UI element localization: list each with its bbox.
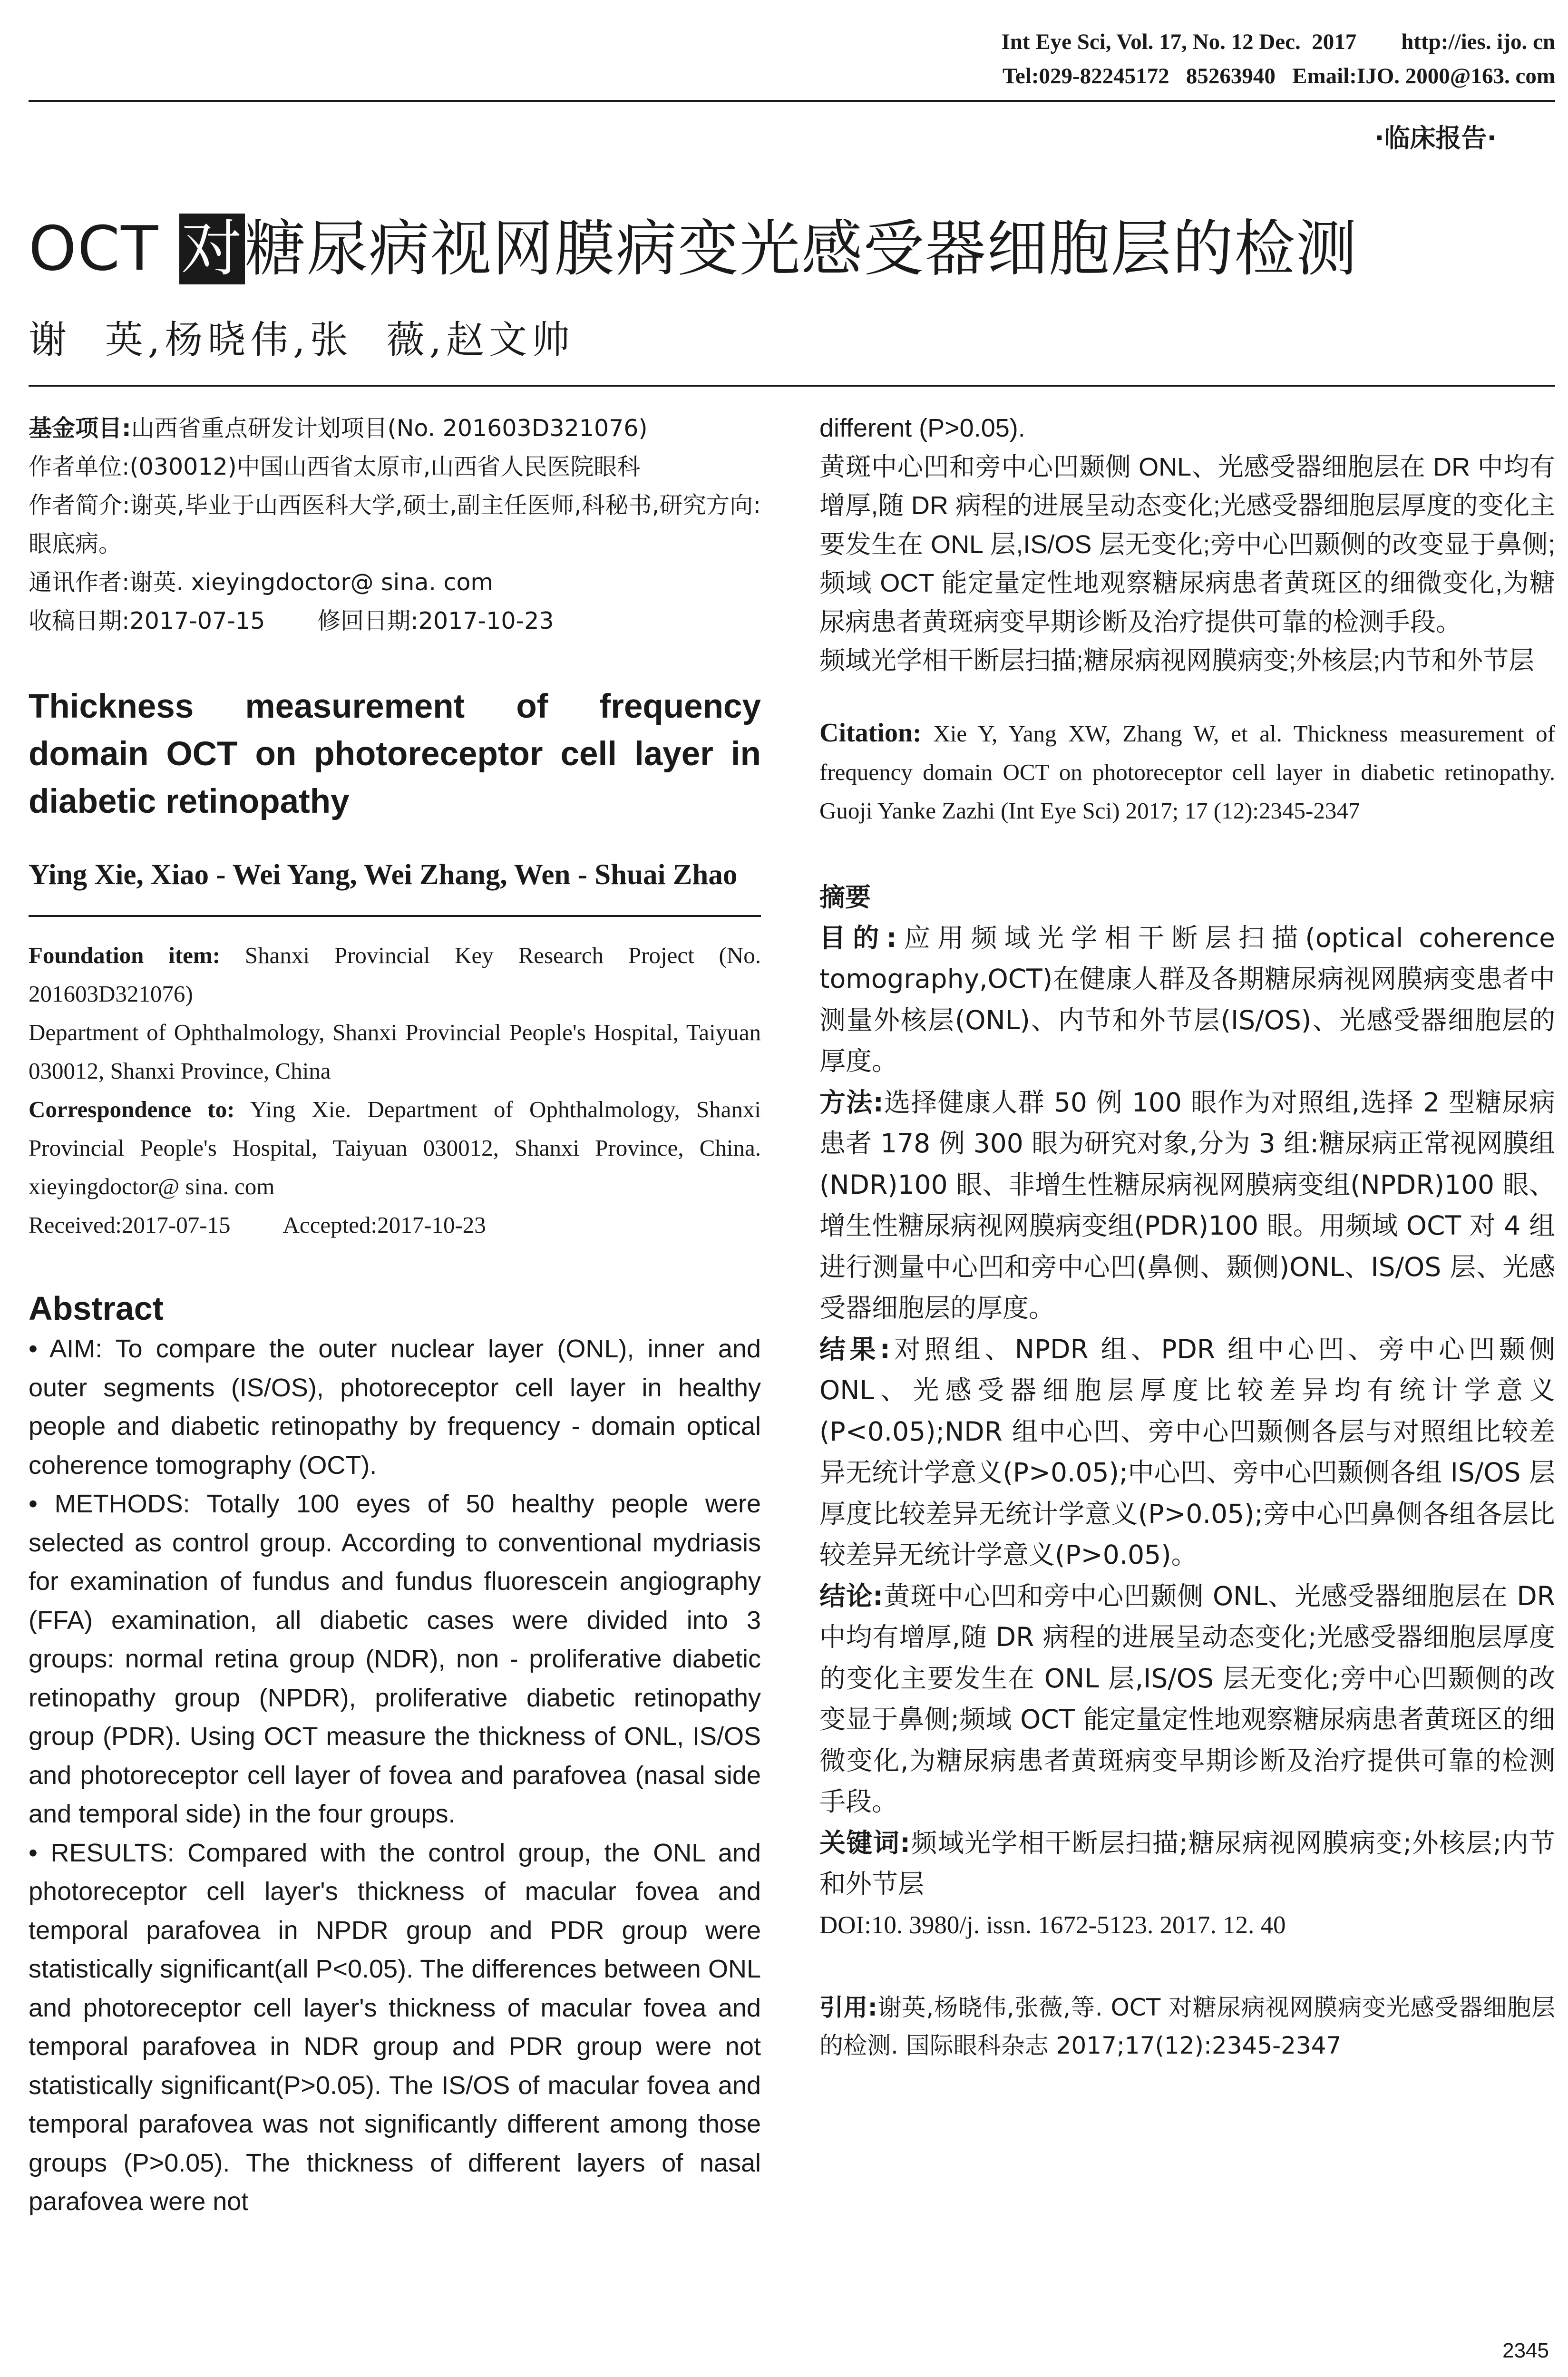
- fund-label: 基金项目:: [29, 415, 131, 442]
- rev-label: 修回日期:: [317, 607, 419, 634]
- accepted: Accepted:2017-10-23: [282, 1212, 486, 1238]
- dates-info: [29, 602, 761, 640]
- title-highlight: 对: [179, 214, 245, 284]
- journal-header: [847, 25, 1555, 93]
- cn-results: [819, 1329, 1555, 1576]
- doi: DOI:10. 3980/j. issn. 1672-5123. 2017. 12. 40: [819, 1911, 1286, 1939]
- header-rule: [29, 100, 1555, 102]
- correspondence-label: Correspondence to:: [29, 1096, 235, 1122]
- cn-keywords-text: 频域光学相干断层扫描;糖尿病视网膜病变;外核层;内节和外节层: [819, 1827, 1555, 1899]
- correspondence-text: Ying Xie. Department of Ophthalmology, Shanxi Provincial People's Hospital, Taiyuan 030012, Shanxi Province, China. xieyingdoctor@ sina. com: [29, 1096, 761, 1199]
- bio-text: 谢英,毕业于山西医科大学,硕士,副主任医师,科秘书,研究方向:眼底病。: [29, 492, 761, 557]
- cn-aim-text: 应用频域光学相干断层扫描(optical coherence tomography,OCT)在健康人群及各期糖尿病视网膜病变患者中测量外核层(ONL)、内节和外节层(IS/OS)、光感受器细胞层的厚度。: [819, 922, 1555, 1076]
- abstract-aim: • AIM: To compare the outer nuclear layer (ONL), inner and outer segments (IS/OS), photoreceptor cell layer in healthy people and diabetic retinopathy by frequency - domain optical coherence tomography (OCT).: [29, 1335, 761, 1480]
- abstract-results: • RESULTS: Compared with the control group, the ONL and photoreceptor cell layer's thickness of macular fovea and temporal parafovea in NPDR group and PDR group were statistically significant(all P<0.05). The differences between ONL and photoreceptor cell layer's thickness of macular fovea and temporal parafovea in NDR group and PDR group were not statistically significant(P>0.05). The IS/OS of macular fovea and temporal parafovea was not significantly different among those groups (P>0.05). The thickness of different layers of nasal parafovea were not: [29, 1838, 761, 2216]
- unit-text: (030012)中国山西省太原市,山西省人民医院眼科: [129, 453, 641, 480]
- cn-results-text: 对照组、NPDR 组、PDR 组中心凹、旁中心凹颞侧 ONL、光感受器细胞层厚度比较差异均有统计学意义(P<0.05);NDR 组中心凹、旁中心凹颞侧各层与对照组比较差异无统计学意义(P>0.05);中心凹、旁中心凹颞侧各组 IS/OS 层厚度比较差异无统计学意义(P>0.05);旁中心凹鼻侧各组各层比较差异无统计学意义(P>0.05)。: [819, 1334, 1555, 1570]
- abstract-results-cont: different (P>0.05).: [819, 414, 1025, 442]
- left-column: [29, 409, 761, 2221]
- cn-methods: [819, 1082, 1555, 1329]
- corr-label: 通讯作者:: [29, 569, 130, 596]
- rev-date: 2017-10-23: [418, 607, 554, 634]
- cn-keywords-label: 关键词:: [819, 1827, 911, 1858]
- english-authors: Ying Xie, Xiao - Wei Yang, Wei Zhang, Wen - Shuai Zhao: [29, 859, 738, 891]
- unit-info: [29, 448, 761, 486]
- fund-info: [29, 409, 761, 448]
- cn-conclusion-label: 结论:: [819, 1580, 884, 1611]
- journal-header-line-1: Int Eye Sci, Vol. 17, No. 12 Dec. 2017 http://ies. ijo. cn: [1001, 29, 1555, 54]
- received: Received:2017-07-15: [29, 1212, 231, 1238]
- cn-citation: [819, 1988, 1555, 2065]
- foundation-text: Shanxi Provincial Key Research Project (No. 201603D321076): [29, 942, 761, 1007]
- correspondence: [29, 1090, 761, 1206]
- bio-info: [29, 486, 761, 563]
- citation-label: Citation:: [819, 718, 922, 748]
- bio-label: 作者简介:: [29, 492, 130, 519]
- recv-date: 2017-07-15: [129, 607, 265, 634]
- fund-text: 山西省重点研发计划项目(No. 201603D321076): [131, 415, 648, 442]
- right-column: [819, 409, 1555, 2065]
- foundation-label: Foundation item:: [29, 942, 221, 968]
- title-part-2: 糖尿病视网膜病变光感受器细胞层的检测: [245, 214, 1358, 284]
- cn-aim: [819, 917, 1555, 1082]
- received-accepted: [29, 1206, 761, 1244]
- cn-methods-text: 选择健康人群 50 例 100 眼作为对照组,选择 2 型糖尿病患者 178 例 300 眼为研究对象,分为 3 组:糖尿病正常视网膜组(NDR)100 眼、非增生性糖尿病视网膜病变组(NPDR)100 眼、增生性糖尿病视网膜病变组(PDR)100 眼。用频域 OCT 对 4 组进行测量中心凹和旁中心凹(鼻侧、颞侧)ONL、IS/OS 层、光感受器细胞层的厚度。: [819, 1087, 1555, 1323]
- journal-header-line-2: Tel:029-82245172 85263940 Email:IJO. 2000@163. com: [1002, 64, 1555, 88]
- department: Department of Ophthalmology, Shanxi Provincial People's Hospital, Taiyuan 030012, Shanxi Province, China: [29, 1019, 761, 1084]
- cn-conclusion-text: 黄斑中心凹和旁中心凹颞侧 ONL、光感受器细胞层在 DR 中均有增厚,随 DR 病程的进展呈动态变化;光感受器细胞层厚度的变化主要发生在 ONL 层,IS/OS 层无变化;旁中心凹颞侧的改变显于鼻侧;频域 OCT 能定量定性地观察糖尿病患者黄斑区的细微变化,为糖尿病患者黄斑病变早期诊断及治疗提供可靠的检测手段。: [819, 1580, 1555, 1817]
- cn-methods-label: 方法:: [819, 1087, 884, 1118]
- corr-text: 谢英. xieyingdoctor@ sina. com: [129, 569, 494, 596]
- foundation-item: [29, 936, 761, 1013]
- page-number: 2345: [1502, 2339, 1549, 2362]
- citation: [819, 714, 1555, 830]
- cn-abstract-heading: 摘要: [819, 882, 871, 912]
- section-label: ·临床报告·: [1374, 123, 1497, 153]
- title-rule: [29, 385, 1555, 387]
- corr-info: [29, 563, 761, 602]
- abstract-heading: Abstract: [29, 1290, 164, 1327]
- cn-keywords: [819, 1822, 1555, 1905]
- author-rule: [29, 915, 761, 917]
- english-title: Thickness measurement of frequency domain OCT on photoreceptor cell layer in diabetic retinopathy: [29, 688, 761, 820]
- cn-conclusion: [819, 1576, 1555, 1822]
- title-part-1: OCT: [29, 214, 179, 284]
- article-title: [29, 200, 1358, 287]
- abstract-methods: • METHODS: Totally 100 eyes of 50 healthy people were selected as control group. According to conventional mydriasis for examination of fundus and fundus fluorescein angiography (FFA) examination, all diabetic cases were divided into 3 groups: normal retina group (NDR), non - proliferative diabetic retinopathy group (NPDR), proliferative diabetic retinopathy group (PDR). Using OCT measure the thickness of ONL, IS/OS and photoreceptor cell layer of fovea and parafovea (nasal side and temporal side) in the four groups.: [29, 1490, 761, 1828]
- cn-results-label: 结果:: [819, 1334, 890, 1364]
- authors-cn: 谢 英,杨晓伟,张 薇,赵文帅: [29, 318, 575, 362]
- cn-cite-text: 谢英,杨晓伟,张薇,等. OCT 对糖尿病视网膜病变光感受器细胞层的检测. 国际眼科杂志 2017;17(12):2345-2347: [819, 1993, 1556, 2059]
- cn-aim-label: 目的:: [819, 922, 897, 953]
- unit-label: 作者单位:: [29, 453, 130, 480]
- cn-cite-label: 引用:: [819, 1993, 877, 2021]
- abstract-keywords: 频域光学相干断层扫描;糖尿病视网膜病变;外核层;内节和外节层: [819, 646, 1535, 675]
- english-info: [29, 936, 761, 1244]
- recv-label: 收稿日期:: [29, 607, 130, 634]
- abstract-conclusion: 黄斑中心凹和旁中心凹颞侧 ONL、光感受器细胞层在 DR 中均有增厚,随 DR 病程的进展呈动态变化;光感受器细胞层厚度的变化主要发生在 ONL 层,IS/OS 层无变化;旁中心凹颞侧的改变显于鼻侧;频域 OCT 能定量定性地观察糖尿病患者黄斑区的细微变化,为糖尿病患者黄斑病变早期诊断及治疗提供可靠的检测手段。: [819, 452, 1555, 636]
- citation-text: Xie Y, Yang XW, Zhang W, et al. Thickness measurement of frequency domain OCT on photoreceptor cell layer in diabetic retinopathy. Guoji Yanke Zazhi (Int Eye Sci) 2017; 17 (12):2345-2347: [819, 720, 1555, 824]
